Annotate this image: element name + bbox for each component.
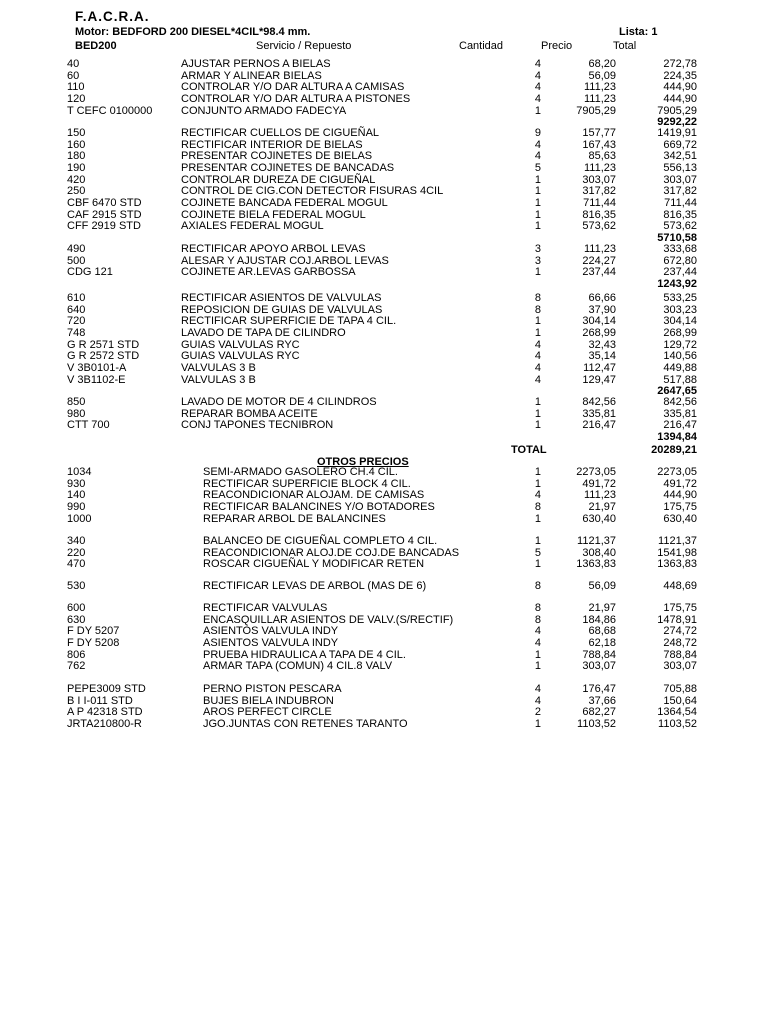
row-total: 303,07: [663, 660, 697, 673]
row-description: COJINETE AR.LEVAS GARBOSSA: [181, 266, 356, 279]
row-code: 470: [67, 558, 86, 571]
row-description: REACONDICIONAR ALOJAM. DE CAMISAS: [203, 489, 425, 502]
row-quantity: 1: [534, 185, 541, 198]
row-description: RECTIFICAR APOYO ARBOL LEVAS: [181, 243, 366, 255]
row-code: 762: [67, 660, 86, 673]
row-total: 333,68: [663, 243, 697, 255]
row-price: 68,20: [588, 58, 616, 70]
group-subtotal: 2647,65: [657, 385, 697, 398]
row-description: RECTIFICAR BALANCINES Y/O BOTADORES: [203, 500, 435, 513]
row-price: 85,63: [588, 150, 616, 163]
row-total: 7905,29: [657, 104, 697, 117]
row-code: CFF 2919 STD: [67, 220, 141, 233]
row-price: 66,66: [588, 292, 616, 304]
row-code: CDG 121: [67, 266, 113, 279]
row-price: 1103,52: [577, 717, 616, 730]
table-row: [0, 535, 768, 547]
table-row: [0, 220, 768, 232]
row-quantity: 1: [534, 648, 541, 661]
row-description: PRESENTAR COJINETES DE BIELAS: [181, 150, 373, 163]
row-description: CONJUNTO ARMADO FADECYA: [181, 104, 347, 117]
row-price: 788,84: [582, 648, 616, 661]
row-code: CTT 700: [67, 419, 110, 432]
table-row: [0, 162, 768, 174]
table-row: [0, 558, 768, 570]
row-price: 111,23: [583, 489, 616, 502]
table-row: [0, 197, 768, 209]
row-code: 150: [67, 127, 86, 139]
row-total: 1121,37: [658, 535, 697, 547]
column-precio-header: Precio: [541, 40, 573, 52]
table-row: [0, 614, 768, 626]
row-code: 850: [67, 396, 86, 408]
row-total: 303,23: [663, 303, 697, 316]
row-price: 1121,37: [577, 535, 616, 547]
row-description: ROSCAR CIGUEÑAL Y MODIFICAR RETEN: [203, 558, 425, 571]
row-total: 268,99: [663, 326, 697, 339]
row-price: 68,68: [588, 625, 616, 638]
table-row: [0, 602, 768, 614]
row-quantity: 1: [534, 315, 541, 328]
row-total: 304,14: [663, 315, 697, 328]
row-description: BALANCEO DE CIGUEÑAL COMPLETO 4 CIL.: [203, 535, 438, 547]
row-quantity: 8: [534, 602, 541, 614]
row-total: 842,56: [663, 396, 697, 408]
row-quantity: 1: [534, 220, 541, 233]
row-description: CONTROLAR DUREZA DE CIGUEÑAL: [181, 173, 376, 186]
row-total: 175,75: [663, 602, 697, 614]
row-price: 111,23: [583, 81, 616, 94]
row-price: 317,82: [582, 185, 616, 198]
row-quantity: 5: [534, 161, 541, 174]
row-price: 682,27: [582, 706, 616, 719]
table-row: [0, 683, 768, 695]
row-quantity: 1: [534, 196, 541, 209]
row-price: 37,90: [588, 303, 616, 316]
table-row: [0, 105, 768, 117]
row-quantity: 1: [534, 660, 541, 673]
row-price: 224,27: [582, 254, 616, 267]
row-quantity: 4: [534, 694, 541, 707]
row-quantity: 4: [534, 69, 541, 82]
row-total: 449,88: [663, 361, 697, 374]
row-total: 533,25: [663, 292, 697, 304]
row-code: 930: [67, 477, 86, 490]
table-row: [0, 150, 768, 162]
row-price: 129,47: [582, 373, 616, 386]
row-quantity: 1: [534, 407, 541, 420]
row-total: 1541,98: [657, 546, 697, 559]
row-code: 140: [67, 489, 86, 502]
table-row: [0, 580, 768, 592]
row-total: 816,35: [663, 208, 697, 221]
row-quantity: 3: [534, 254, 541, 267]
table-row: [0, 174, 768, 186]
row-quantity: 1: [534, 266, 541, 279]
row-code: CBF 6470 STD: [67, 196, 142, 209]
row-price: 216,47: [582, 419, 616, 432]
row-total: 705,88: [663, 683, 697, 695]
row-total: 491,72: [663, 477, 697, 490]
row-code: 990: [67, 500, 86, 513]
row-total: 517,88: [663, 373, 697, 386]
row-code: 60: [67, 69, 80, 82]
row-description: ASIENTOS VALVULA INDY: [203, 636, 339, 649]
row-code: 500: [67, 254, 86, 267]
row-code: 720: [67, 315, 86, 328]
row-price: 335,81: [582, 407, 616, 420]
row-total: 2273,05: [657, 466, 697, 478]
row-quantity: 8: [534, 613, 541, 626]
row-quantity: 1: [534, 477, 541, 490]
row-code: V 3B1102-E: [67, 373, 126, 386]
row-code: F DY 5208: [67, 636, 120, 649]
row-code: V 3B0101-A: [67, 361, 127, 374]
row-price: 491,72: [582, 477, 616, 490]
row-price: 32,43: [588, 338, 616, 351]
row-quantity: 4: [534, 150, 541, 163]
row-code: PEPE3009 STD: [67, 683, 146, 695]
table-row: [0, 489, 768, 501]
company-title: F.A.C.R.A.: [75, 9, 150, 24]
row-total: 448,69: [663, 580, 697, 592]
row-description: COJINETE BIELA FEDERAL MOGUL: [181, 208, 366, 221]
row-price: 111,23: [583, 243, 616, 255]
row-description: ENCASQUILLAR ASIENTOS DE VALV.(S/RECTIF): [203, 613, 454, 626]
table-row: [0, 695, 768, 707]
row-description: RECTIFICAR VALVULAS: [203, 602, 328, 614]
row-description: REPARAR ARBOL DE BALANCINES: [203, 512, 386, 525]
table-row: [0, 547, 768, 559]
table-row: [0, 315, 768, 327]
row-code: 120: [67, 92, 86, 105]
row-quantity: 8: [534, 303, 541, 316]
row-quantity: 4: [534, 81, 541, 94]
row-price: 303,07: [582, 660, 616, 673]
row-price: 7905,29: [576, 104, 616, 117]
row-price: 21,97: [588, 602, 616, 614]
row-description: VALVULAS 3 B: [181, 373, 256, 386]
row-quantity: 8: [534, 580, 541, 592]
row-description: JGO.JUNTAS CON RETENES TARANTO: [203, 717, 408, 730]
row-description: PRUEBA HIDRAULICA A TAPA DE 4 CIL.: [203, 648, 406, 661]
row-total: 788,84: [663, 648, 697, 661]
row-quantity: 9: [534, 127, 541, 139]
row-total: 248,72: [663, 636, 697, 649]
row-quantity: 1: [534, 104, 541, 117]
row-code: A P 42318 STD: [67, 706, 143, 719]
row-code: 640: [67, 303, 86, 316]
row-code: 420: [67, 173, 86, 186]
table-row: [0, 255, 768, 267]
row-code: 490: [67, 243, 86, 255]
row-description: AROS PERFECT CIRCLE: [203, 706, 332, 719]
row-code: 1000: [67, 512, 92, 525]
row-code: 250: [67, 185, 86, 198]
row-price: 62,18: [588, 636, 616, 649]
row-price: 111,23: [583, 92, 616, 105]
row-description: CONTROLAR Y/O DAR ALTURA A CAMISAS: [181, 81, 405, 94]
row-description: GUIAS VALVULAS RYC: [181, 338, 300, 351]
row-quantity: 1: [534, 512, 541, 525]
row-total: 224,35: [663, 69, 697, 82]
row-price: 56,09: [588, 69, 616, 82]
row-total: 444,90: [663, 489, 697, 502]
row-quantity: 4: [534, 338, 541, 351]
row-price: 304,14: [582, 315, 616, 328]
row-quantity: 4: [534, 361, 541, 374]
group-subtotal: 5710,58: [657, 231, 697, 244]
row-quantity: 4: [534, 636, 541, 649]
group-subtotal: 1394,84: [657, 430, 697, 443]
row-code: 980: [67, 407, 86, 420]
row-quantity: 1: [534, 466, 541, 478]
table-row: [0, 419, 768, 431]
row-price: 2273,05: [576, 466, 616, 478]
column-cantidad-header: Cantidad: [459, 40, 504, 52]
table-row: [0, 81, 768, 93]
row-quantity: 4: [534, 489, 541, 502]
row-price: 37,66: [588, 694, 616, 707]
row-total: 274,72: [663, 625, 697, 638]
table-row: [0, 660, 768, 672]
row-quantity: 3: [534, 243, 541, 255]
row-total: 444,90: [663, 92, 697, 105]
row-quantity: 4: [534, 683, 541, 695]
row-total: 556,13: [663, 161, 697, 174]
table-row: [0, 304, 768, 316]
column-total-header: Total: [613, 40, 637, 52]
table-row: [0, 362, 768, 374]
row-description: VALVULAS 3 B: [181, 361, 256, 374]
row-total: 573,62: [663, 220, 697, 233]
row-code: F DY 5207: [67, 625, 120, 638]
row-total: 303,07: [663, 173, 697, 186]
row-description: PERNO PISTON PESCARA: [203, 683, 342, 695]
row-price: 157,77: [582, 127, 616, 139]
row-description: CONTROLAR Y/O DAR ALTURA A PISTONES: [181, 92, 411, 105]
row-total: 711,44: [664, 196, 697, 209]
row-quantity: 4: [534, 58, 541, 70]
column-code-header: BED200: [75, 40, 117, 52]
row-quantity: 5: [534, 546, 541, 559]
row-price: 816,35: [582, 208, 616, 221]
table-row: [0, 396, 768, 408]
row-code: 110: [67, 81, 85, 94]
table-row: [0, 339, 768, 351]
row-description: REPARAR BOMBA ACEITE: [181, 407, 318, 420]
row-price: 176,47: [582, 683, 616, 695]
row-total: 272,78: [663, 58, 697, 70]
row-total: 216,47: [663, 419, 697, 432]
row-quantity: 1: [534, 326, 541, 339]
motor-heading: Motor: BEDFORD 200 DIESEL*4CIL*98.4 mm.: [75, 26, 311, 38]
row-code: G R 2572 STD: [67, 350, 140, 363]
row-code: 220: [67, 546, 86, 559]
row-description: RECTIFICAR CUELLOS DE CIGUEÑAL: [181, 127, 380, 139]
table-row: [0, 408, 768, 420]
row-quantity: 1: [534, 717, 541, 730]
row-total: 1364,54: [657, 706, 697, 719]
table-row: [0, 374, 768, 386]
row-total: 150,64: [663, 694, 697, 707]
table-row: [0, 266, 768, 278]
row-price: 167,43: [582, 138, 616, 151]
row-description: RECTIFICAR SUPERFICIE DE TAPA 4 CIL.: [181, 315, 397, 328]
row-quantity: 4: [534, 625, 541, 638]
row-code: 806: [67, 648, 86, 661]
row-code: B I I-011 STD: [67, 694, 133, 707]
row-description: RECTIFICAR ASIENTOS DE VALVULAS: [181, 292, 382, 304]
row-total: 630,40: [663, 512, 697, 525]
row-code: G R 2571 STD: [67, 338, 140, 351]
row-description: RECTIFICAR LEVAS DE ARBOL (MAS DE 6): [203, 580, 427, 592]
row-quantity: 4: [534, 350, 541, 363]
row-code: 340: [67, 535, 86, 547]
table-row: [0, 350, 768, 362]
row-quantity: 1: [534, 558, 541, 571]
row-description: ALESAR Y AJUSTAR COJ.ARBOL LEVAS: [181, 254, 389, 267]
row-code: 600: [67, 602, 86, 614]
row-quantity: 8: [534, 500, 541, 513]
row-quantity: 4: [534, 92, 541, 105]
table-row: [0, 706, 768, 718]
row-description: AXIALES FEDERAL MOGUL: [181, 220, 324, 233]
row-price: 630,40: [582, 512, 616, 525]
table-row: [0, 513, 768, 525]
table-row: [0, 292, 768, 304]
row-quantity: 2: [534, 706, 541, 719]
row-description: COJINETE BANCADA FEDERAL MOGUL: [181, 196, 388, 209]
row-price: 268,99: [582, 326, 616, 339]
row-code: 1034: [67, 466, 92, 478]
table-row: [0, 501, 768, 513]
table-row: [0, 478, 768, 490]
row-total: 175,75: [663, 500, 697, 513]
row-code: 610: [67, 292, 86, 304]
row-price: 711,44: [583, 196, 616, 209]
row-code: 160: [67, 138, 86, 151]
row-description: LAVADO DE MOTOR DE 4 CILINDROS: [181, 396, 377, 408]
row-price: 308,40: [582, 546, 616, 559]
table-row: [0, 93, 768, 105]
row-description: ASIENTOS VALVULA INDY: [203, 625, 339, 638]
row-quantity: 1: [534, 396, 541, 408]
total-label: TOTAL: [511, 444, 547, 456]
group-subtotal: 9292,22: [657, 116, 697, 129]
row-code: 630: [67, 613, 86, 626]
table-row: [0, 649, 768, 661]
row-price: 1363,83: [576, 558, 616, 571]
row-code: 180: [67, 150, 86, 163]
row-price: 56,09: [588, 580, 616, 592]
row-quantity: 8: [534, 292, 541, 304]
table-row: [0, 127, 768, 139]
row-total: 335,81: [663, 407, 697, 420]
row-total: 1103,52: [658, 717, 697, 730]
row-price: 184,86: [582, 613, 616, 626]
table-row: [0, 185, 768, 197]
row-price: 112,47: [583, 361, 616, 374]
row-price: 303,07: [582, 173, 616, 186]
lista-label: Lista: 1: [619, 26, 658, 38]
table-row: [0, 637, 768, 649]
row-total: 1363,83: [657, 558, 697, 571]
row-code: 748: [67, 326, 86, 339]
row-description: ARMAR TAPA (COMUN) 4 CIL.8 VALV: [203, 660, 393, 673]
row-description: CONJ TAPONES TECNIBRON: [181, 419, 334, 432]
row-quantity: 4: [534, 138, 541, 151]
row-total: 1419,91: [657, 127, 697, 139]
table-row: [0, 209, 768, 221]
row-description: CONTROL DE CIG.CON DETECTOR FISURAS 4CIL: [181, 185, 444, 198]
row-total: 129,72: [663, 338, 697, 351]
table-row: [0, 718, 768, 730]
otros-precios-heading: OTROS PRECIOS: [317, 456, 409, 468]
row-description: REACONDICIONAR ALOJ.DE COJ.DE BANCADAS: [203, 546, 460, 559]
row-price: 35,14: [588, 350, 616, 363]
table-row: [0, 327, 768, 339]
row-total: 140,56: [663, 350, 697, 363]
row-quantity: 1: [534, 419, 541, 432]
row-price: 111,23: [583, 161, 616, 174]
row-description: AJUSTAR PERNOS A BIELAS: [181, 58, 331, 70]
row-description: GUIAS VALVULAS RYC: [181, 350, 300, 363]
row-code: 530: [67, 580, 86, 592]
row-description: ARMAR Y ALINEAR BIELAS: [181, 69, 322, 82]
table-row: [0, 139, 768, 151]
table-row: [0, 243, 768, 255]
row-total: 317,82: [663, 185, 697, 198]
row-code: JRTA210800-R: [67, 717, 142, 730]
row-quantity: 1: [534, 173, 541, 186]
row-description: RECTIFICAR SUPERFICIE BLOCK 4 CIL.: [203, 477, 411, 490]
table-row: [0, 625, 768, 637]
row-total: 444,90: [663, 81, 697, 94]
row-price: 237,44: [582, 266, 616, 279]
row-total: 342,51: [663, 150, 697, 163]
row-price: 573,62: [582, 220, 616, 233]
total-value: 20289,21: [651, 444, 697, 456]
row-description: BUJES BIELA INDUBRON: [203, 694, 334, 707]
row-price: 21,97: [588, 500, 616, 513]
row-description: LAVADO DE TAPA DE CILINDRO: [181, 326, 346, 339]
row-quantity: 4: [534, 373, 541, 386]
row-total: 672,80: [663, 254, 697, 267]
row-price: 842,56: [582, 396, 616, 408]
row-code: 190: [67, 161, 86, 174]
row-description: SEMI-ARMADO GASOLERO CH.4 CIL.: [203, 466, 398, 478]
row-description: PRESENTAR COJINETES DE BANCADAS: [181, 161, 395, 174]
row-description: RECTIFICAR INTERIOR DE BIELAS: [181, 138, 363, 151]
row-total: 237,44: [663, 266, 697, 279]
row-code: 40: [67, 58, 80, 70]
table-row: [0, 58, 768, 70]
row-quantity: 1: [534, 535, 541, 547]
row-code: T CEFC 0100000: [67, 104, 153, 117]
row-total: 1478,91: [657, 613, 697, 626]
group-subtotal: 1243,92: [657, 277, 697, 290]
column-servicio-header: Servicio / Repuesto: [256, 40, 352, 52]
row-code: CAF 2915 STD: [67, 208, 142, 221]
row-total: 669,72: [663, 138, 697, 151]
row-description: REPOSICION DE GUIAS DE VALVULAS: [181, 303, 383, 316]
row-quantity: 1: [534, 208, 541, 221]
table-row: [0, 70, 768, 82]
